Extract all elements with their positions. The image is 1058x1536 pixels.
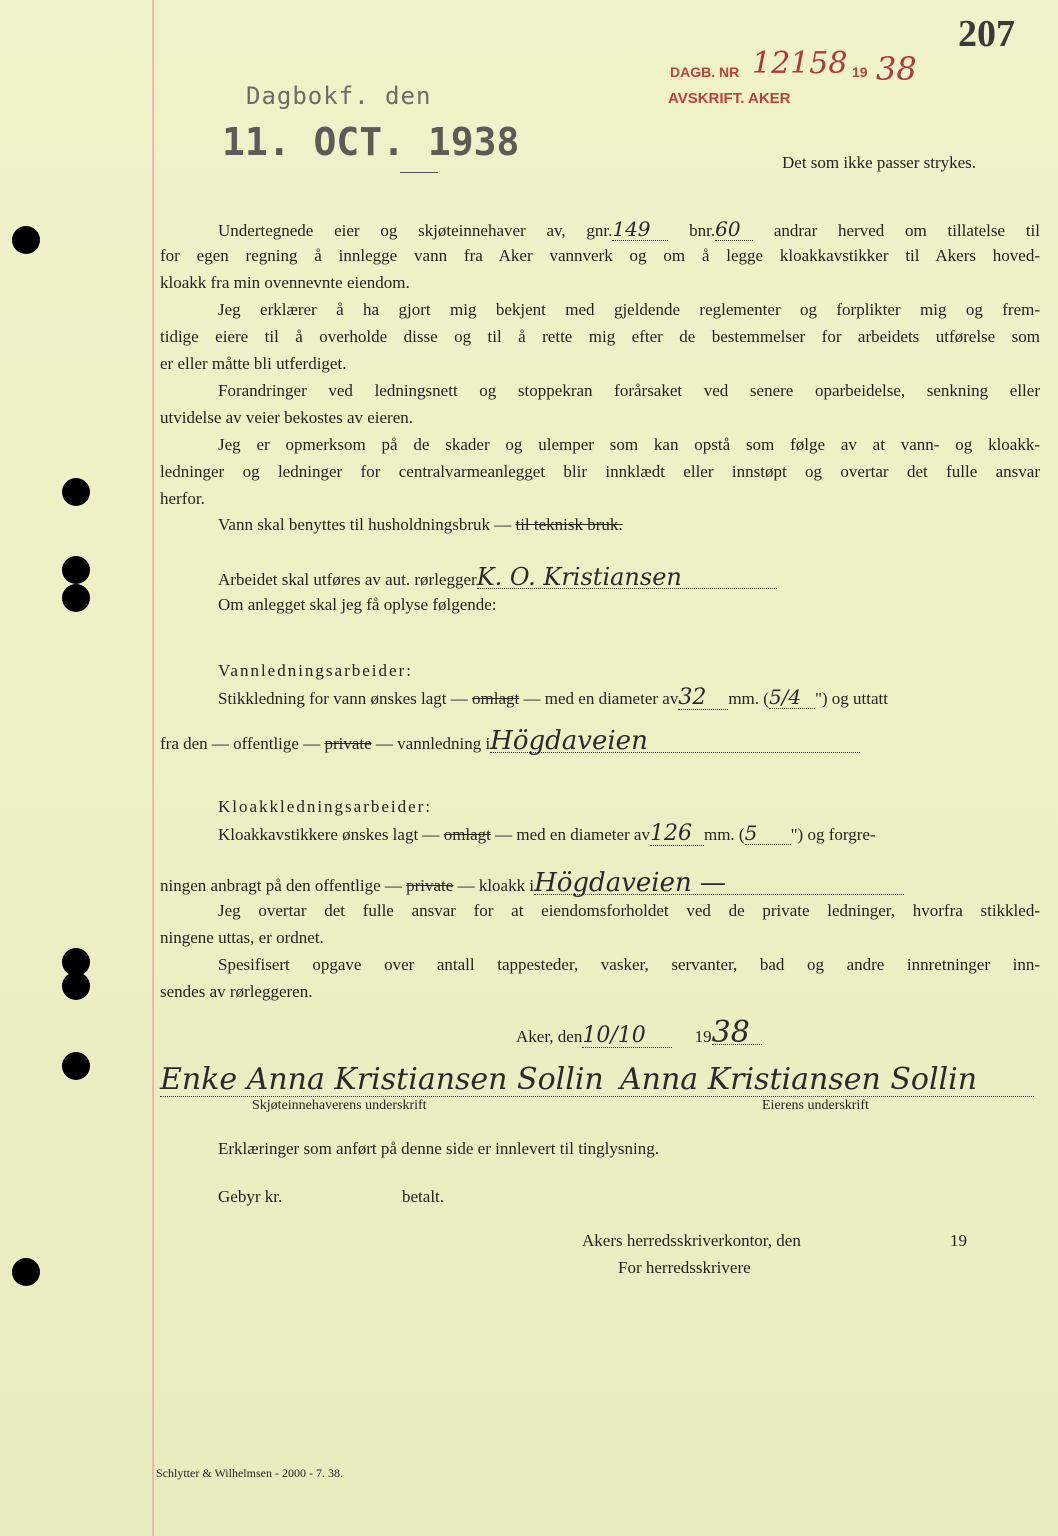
date-line [516,1015,762,1050]
date-place: Aker, den [516,1027,583,1046]
declaration: Erklæringer som anført på denne side er innlevert til tinglysning. [218,1139,659,1158]
sewer-line1 [218,822,1040,846]
water-l1a: Stikkledning for vann ønskes lagt — [218,689,468,708]
p4-line1: Jeg er opmerksom på de skader og ulemper som kan opstå som følge av at vann- og kloakk- [218,435,1040,454]
punch-hole [62,584,90,612]
water-diameter-inch: 5/4 [769,686,815,709]
p6-line2: sendes av rørleggeren. [160,982,313,1001]
punch-hole [62,1052,90,1080]
p2-line3: er eller måtte bli utferdiget. [160,354,347,373]
bnr-value: 60 [715,218,753,241]
signature-owner: Anna Kristiansen Sollin [620,1062,978,1097]
punch-hole [12,1258,40,1286]
p1-text-c: andrar herved om tillatelse til [773,221,1040,240]
sewer-street: Högdaveien — [534,872,904,895]
plumber-line [218,563,777,591]
p1-line3: kloakk fra min ovennevnte eiendom. [160,273,410,292]
fee-label: Gebyr kr. [218,1187,283,1206]
water-l2-struck: private [324,734,372,753]
office-year: 19 [950,1231,967,1250]
water-l1-struck: omlagt [472,689,520,708]
water-l1c: mm. ( [728,689,769,708]
hand-dagb-number: 12158 [752,46,848,81]
punch-hole [62,556,90,584]
printer-mark: Schlytter & Wilhelmsen - 2000 - 7. 38. [156,1466,343,1480]
plumber-name: K. O. Kristiansen [477,566,777,589]
water-heading: Vannledningsarbeider: [218,661,413,680]
p1-line2: for egen regning å innlegge vann fra Aker vannverk og om å legge kloakkavstikker til Akers hoved- [160,246,1040,265]
margin-line [152,0,154,1536]
p3-line1: Forandringer ved ledningsnett og stoppekran forårsaket ved senere oparbeidelse, senkning eller [218,381,1040,400]
date-year-suffix: 38 [712,1022,762,1045]
sewer-l1d: ") og forgre- [790,825,876,844]
sewer-heading: Kloakkledningsarbeider: [218,797,433,816]
office-line1: Akers herredsskriverkontor, den [582,1231,801,1250]
water-line2 [160,726,860,756]
p1-text-a: Undertegnede eier og skjøteinnehaver av, gnr. [218,221,613,240]
p5-line2: ningene uttas, er ordnet. [160,928,324,947]
label-holder: Skjøteinnehaverens underskrift [252,1098,427,1113]
stamp-dagbok: Dagbokf. den [246,82,432,110]
sewer-line2 [160,868,904,898]
water-line1 [218,686,1040,710]
p3-line2: utvidelse av veier bekostes av eieren. [160,408,414,427]
sewer-diameter-inch: 5 [745,822,791,845]
label-owner: Eierens underskrift [762,1098,869,1113]
punch-hole [62,478,90,506]
info-line: Om anlegget skal jeg få oplyse følgende: [218,595,497,614]
water-street: Högdaveien [490,730,860,753]
sewer-l1a: Kloakkavstikkere ønskes lagt — [218,825,440,844]
sewer-l2b: — kloakk i [457,876,535,895]
date-year-prefix: 19 [694,1027,712,1046]
office-line2: For herredsskrivere [618,1258,751,1277]
hand-dagb-year: 38 [876,50,917,88]
water-use-struck: til teknisk bruk. [515,515,623,534]
water-diameter-mm: 32 [678,687,728,710]
p1-text-b: bnr. [689,221,716,240]
gnr-value: 149 [612,218,668,241]
p6-line1: Spesifisert opgave over antall tappesteder, vasker, servanter, bad og andre innretninger inn- [218,955,1040,974]
water-l2b: — vannledning i [375,734,491,753]
sewer-diameter-mm: 126 [650,823,704,846]
sewer-l2-struck: private [406,876,454,895]
stamp-red-avskrift: AVSKRIFT. AKER [668,90,791,107]
punch-hole [12,226,40,254]
water-l1b: — med en diameter av [523,689,679,708]
p5-line1: Jeg overtar det fulle ansvar for at eiendomsforholdet ved de private ledninger, hvorfra stikkled- [218,901,1040,920]
signature-line [160,1096,1034,1097]
fee-paid: betalt. [402,1187,445,1206]
p2-line1: Jeg erklærer å ha gjort mig bekjent med gjeldende reglementer og forplikter mig og frem- [218,300,1040,319]
stamp-underline [400,172,438,173]
water-l1d: ") og uttatt [814,689,888,708]
page-number: 207 [958,13,1015,55]
note-strike: Det som ikke passer strykes. [782,153,977,172]
water-l2a: fra den — offentlige — [160,734,321,753]
water-use-line [218,514,623,536]
sewer-l2a: ningen anbragt på den offentlige — [160,876,402,895]
plumber-label: Arbeidet skal utføres av aut. rørlegger [218,570,477,589]
sewer-l1-struck: omlagt [443,825,491,844]
p2-line2: tidige eiere til å overholde disse og til å rette mig efter de bestemmelser for arbeidets utførelse som [160,327,1040,346]
p1-line1 [218,218,1040,242]
stamp-red-dagb: DAGB. NR [670,64,740,80]
water-use-text: Vann skal benyttes til husholdningsbruk — [218,515,512,534]
sewer-l1c: mm. ( [703,825,745,844]
p4-line3: herfor. [160,489,205,508]
sewer-l1b: — med en diameter av [495,825,650,844]
signature-holder: Enke Anna Kristiansen Sollin [160,1062,604,1097]
stamp-red-19: 19 [852,64,868,80]
p4-line2: ledninger og ledninger for centralvarmeanlegget blir innklædt eller innstøpt og overtar det fulle ansvar [160,462,1040,481]
stamp-date: 11. OCT. 1938 [222,120,520,164]
date-value: 10/10 [582,1025,672,1048]
punch-hole [62,972,90,1000]
